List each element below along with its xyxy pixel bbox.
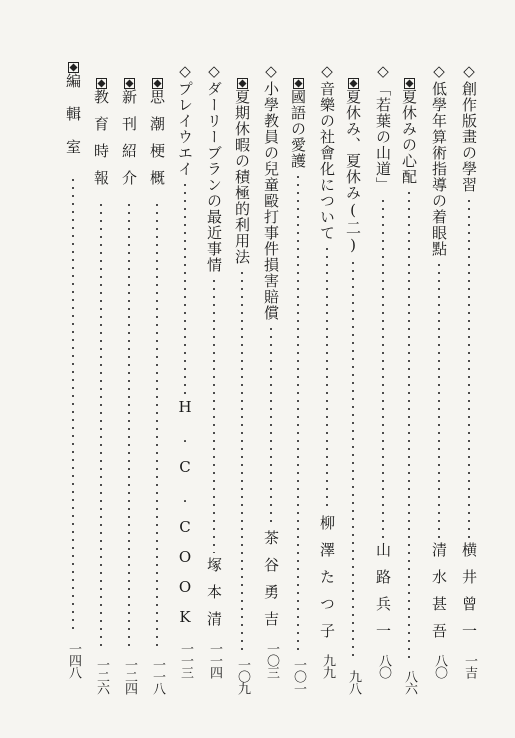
entry-title: 思潮梗概 — [148, 89, 166, 197]
entry-author: 塚本清 — [205, 557, 223, 638]
entry-title: 夏期休暇の積極的利用法 — [233, 89, 251, 265]
entry-title: ◇音樂の社會化について — [318, 62, 336, 241]
toc-entry — [118, 62, 140, 694]
entry-title: 教育時報 — [92, 89, 110, 197]
toc-entry — [316, 62, 338, 678]
entry-title: 夏休み、夏休み(二) — [344, 89, 362, 255]
entry-page: 八六 — [402, 670, 417, 694]
leader-dots — [468, 197, 470, 538]
boxed-diamond-icon — [68, 62, 79, 73]
entry-title: ◇「若葉の山道」 — [374, 62, 392, 193]
boxed-diamond-icon — [404, 78, 415, 89]
entry-author: 横井曾一 — [460, 542, 478, 650]
boxed-diamond-icon — [96, 78, 107, 89]
entry-page: 八〇 — [376, 654, 391, 678]
entry-title: 國語の愛護 — [289, 89, 307, 169]
entry-page: 一一八 — [150, 658, 165, 694]
leader-dots — [241, 269, 243, 650]
toc-entry — [90, 62, 112, 694]
leader-dots — [100, 201, 102, 650]
boxed-diamond-icon — [348, 78, 359, 89]
boxed-diamond-icon — [152, 78, 163, 89]
leader-dots — [408, 189, 410, 662]
toc-entry — [203, 62, 225, 678]
toc-entry — [398, 62, 420, 694]
entry-page: 一〇一 — [291, 658, 306, 694]
toc-entry — [428, 62, 450, 678]
entry-title: 新刊紹介 — [120, 89, 138, 197]
entry-author: 山路兵一 — [374, 542, 392, 650]
toc-entry — [260, 62, 282, 678]
leader-dots — [326, 245, 328, 511]
entry-page: 九八 — [346, 670, 361, 694]
entry-title: ◇プレイウエイ — [176, 62, 194, 177]
leader-dots — [128, 201, 130, 650]
entry-page: 一二四 — [122, 658, 137, 694]
toc-entry — [146, 62, 168, 694]
leader-dots — [184, 181, 186, 394]
entry-author: H.C.COOK — [176, 398, 194, 638]
entry-page: 九九 — [320, 654, 335, 678]
entry-page: 一四八 — [66, 642, 81, 678]
entry-author: 柳澤たつ子 — [318, 515, 336, 650]
entry-page: 八〇 — [432, 654, 447, 678]
entry-page: 一〇三 — [264, 642, 279, 678]
toc-entry — [458, 62, 480, 678]
entry-page: 一二六 — [94, 658, 109, 694]
toc-entry — [287, 62, 309, 694]
leader-dots — [72, 176, 74, 634]
toc-entry — [231, 62, 253, 694]
entry-author: 茶谷勇吉 — [262, 530, 280, 638]
leader-dots — [438, 261, 440, 538]
entry-title: 編輯室 — [64, 73, 82, 172]
leader-dots — [297, 173, 299, 650]
leader-dots — [270, 325, 272, 526]
toc-entry — [62, 62, 84, 678]
entry-title: ◇創作版畫の學習 — [460, 62, 478, 193]
boxed-diamond-icon — [237, 78, 248, 89]
entry-title: ◇小學教員の兒童毆打事件損害賠償 — [262, 62, 280, 321]
entry-page: 一一三 — [178, 642, 193, 678]
toc-entry — [174, 62, 196, 678]
toc-entry — [372, 62, 394, 678]
entry-page: 一吉 — [462, 654, 477, 678]
toc-entry — [342, 62, 364, 694]
entry-author: 清水甚吾 — [430, 542, 448, 650]
leader-dots — [156, 201, 158, 650]
leader-dots — [382, 197, 384, 538]
leader-dots — [352, 259, 354, 662]
entry-title: 夏休みの心配 — [400, 89, 418, 185]
entry-title: ◇ダーリーブランの最近事情 — [205, 62, 223, 273]
boxed-diamond-icon — [293, 78, 304, 89]
entry-title: ◇低學年算術指導の着眼點 — [430, 62, 448, 257]
entry-page: 一〇九 — [235, 658, 250, 694]
entry-page: 一一四 — [207, 642, 222, 678]
boxed-diamond-icon — [124, 78, 135, 89]
leader-dots — [213, 277, 215, 553]
